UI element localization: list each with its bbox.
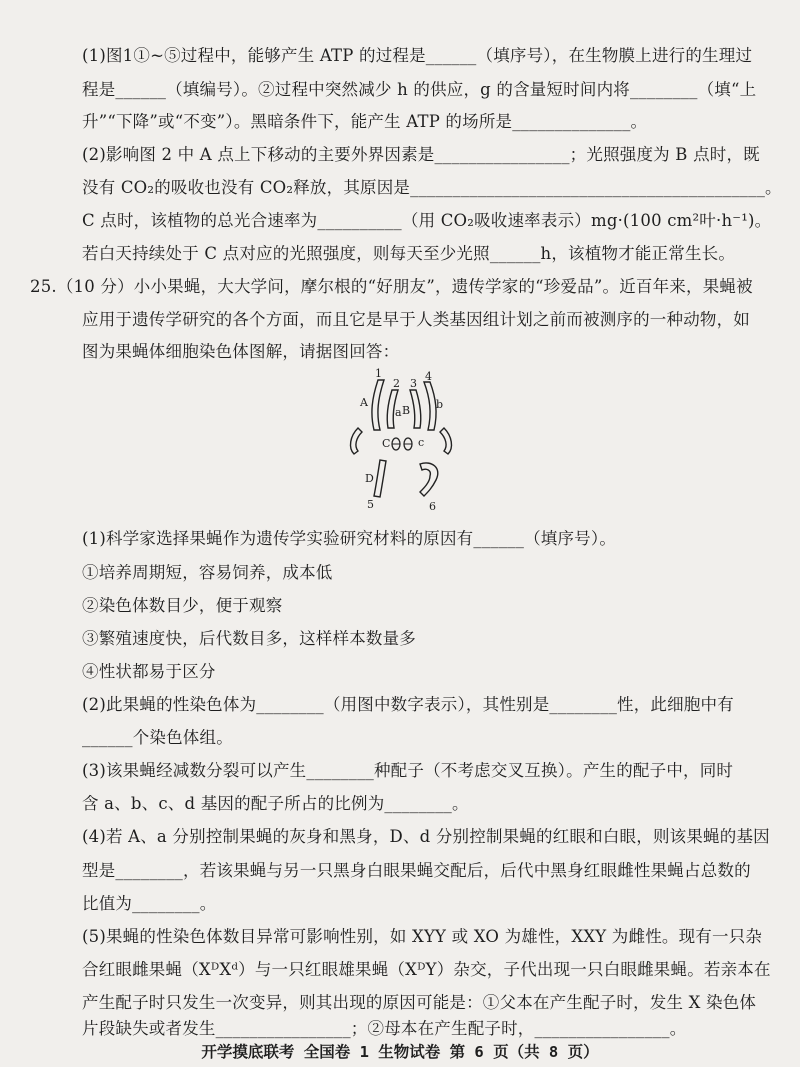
label-num-2: 2 <box>393 377 400 390</box>
q25-option2: ②染色体数目少，便于观察 <box>82 596 283 615</box>
x-chromosome <box>374 460 386 497</box>
label-num-6: 6 <box>429 500 436 513</box>
q25-option1: ①培养周期短，容易饲养，成本低 <box>82 563 333 582</box>
gene-b: b <box>436 398 444 411</box>
q25-sub3-line2: 含 a、b、c、d 基因的配子所占的比例为________。 <box>82 794 469 813</box>
q24-part2-line4: 若白天持续处于 C 点对应的光照强度，则每天至少光照______h，该植物才能正常生长。 <box>82 244 736 263</box>
label-num-5: 5 <box>367 498 374 511</box>
label-num-1: 1 <box>375 368 382 380</box>
label-num-3: 3 <box>410 377 417 390</box>
q25-sub5-line3: 产生配子时只发生一次变异，则其出现的原因可能是：①父本在产生配子时，发生 X 染色体 <box>82 993 757 1012</box>
q24-part1-line1: (1)图1①~⑤过程中，能够产生 ATP 的过程是______（填序号），在生物膜上进行的生理过 <box>82 46 753 65</box>
q24-part1-line3: 升”“下降”或“不变”）。黑暗条件下，能产生 ATP 的场所是______________。 <box>82 112 648 131</box>
gene-B: B <box>402 404 411 417</box>
q25-sub4-line3: 比值为________。 <box>82 894 217 913</box>
page-footer: 开学摸底联考 全国卷 1 生物试卷 第 6 页（共 8 页） <box>201 1043 599 1061</box>
q24-part2-line2: 没有 CO₂的吸收也没有 CO₂释放，其原因是__________________________________________。 <box>82 178 782 197</box>
gene-D: D <box>365 472 374 485</box>
gene-A: A <box>360 396 368 409</box>
q25-option4: ④性状都易于区分 <box>82 662 216 681</box>
chromosome-diagram <box>340 368 460 513</box>
q25-sub2-line2: ______个染色体组。 <box>82 728 233 747</box>
q25-intro-line2: 应用于遗传学研究的各个方面，而且它是早于人类基因组计划之前而被测序的一种动物，如 <box>82 310 750 329</box>
q25-sub4-line1: (4)若 A、a 分别控制果蝇的灰身和黑身，D、d 分别控制果蝇的红眼和白眼，则该果蝇的基因 <box>82 827 770 846</box>
chromosome-arm-right <box>440 428 451 454</box>
gene-a: a <box>395 406 402 419</box>
q25-sub5-line1: (5)果蝇的性染色体数目异常可影响性别，如 XYY 或 XO 为雄性，XXY 为雌性。现有一只杂 <box>82 927 763 946</box>
q25-sub5-line2: 合红眼雌果蝇（XᴰXᵈ）与一只红眼雄果蝇（XᴰY）杂交，子代出现一只白眼雌果蝇。若亲本在 <box>82 960 771 979</box>
q25-sub3-line1: (3)该果蝇经减数分裂可以产生________种配子（不考虑交叉互换）。产生的配子中，同时 <box>82 761 734 780</box>
q25-sub2-line1: (2)此果蝇的性染色体为________（用图中数字表示），其性别是________性，此细胞中有 <box>82 695 734 714</box>
q25-sub4-line2: 型是________，若该果蝇与另一只黑身白眼果蝇交配后，后代中黑身红眼雌性果蝇占总数的 <box>82 861 751 880</box>
q24-part1-line2: 程是______（填编号）。②过程中突然减少 h 的供应，g 的含量短时间内将________（填“上 <box>82 80 757 99</box>
q25-sub1: (1)科学家选择果蝇作为遗传学实验研究材料的原因有______（填序号）。 <box>82 529 617 548</box>
q24-part2-line1: (2)影响图 2 中 A 点上下移动的主要外界因素是________________；光照强度为 B 点时，既 <box>82 145 760 164</box>
q25-sub5-line4: 片段缺失或者发生________________；②母本在产生配子时，________________。 <box>82 1019 687 1038</box>
q25-option3: ③繁殖速度快，后代数目多，这样样本数量多 <box>82 629 416 648</box>
gene-C: C <box>382 437 391 450</box>
label-num-4: 4 <box>425 370 432 383</box>
chromosome-arm-left <box>351 428 362 454</box>
q25-intro-line1: 25.（10 分）小小果蝇，大大学问，摩尔根的“好朋友”，遗传学家的“珍爱品”。近百年来，果蝇被 <box>30 277 753 296</box>
q24-part2-line3: C 点时，该植物的总光合速率为__________（用 CO₂吸收速率表示）mg·(100 cm²叶·h⁻¹)。 <box>82 211 772 230</box>
q25-intro-line3: 图为果蝇体细胞染色体图解，请据图回答： <box>82 342 400 361</box>
y-chromosome <box>420 463 438 496</box>
gene-c: c <box>418 436 425 449</box>
